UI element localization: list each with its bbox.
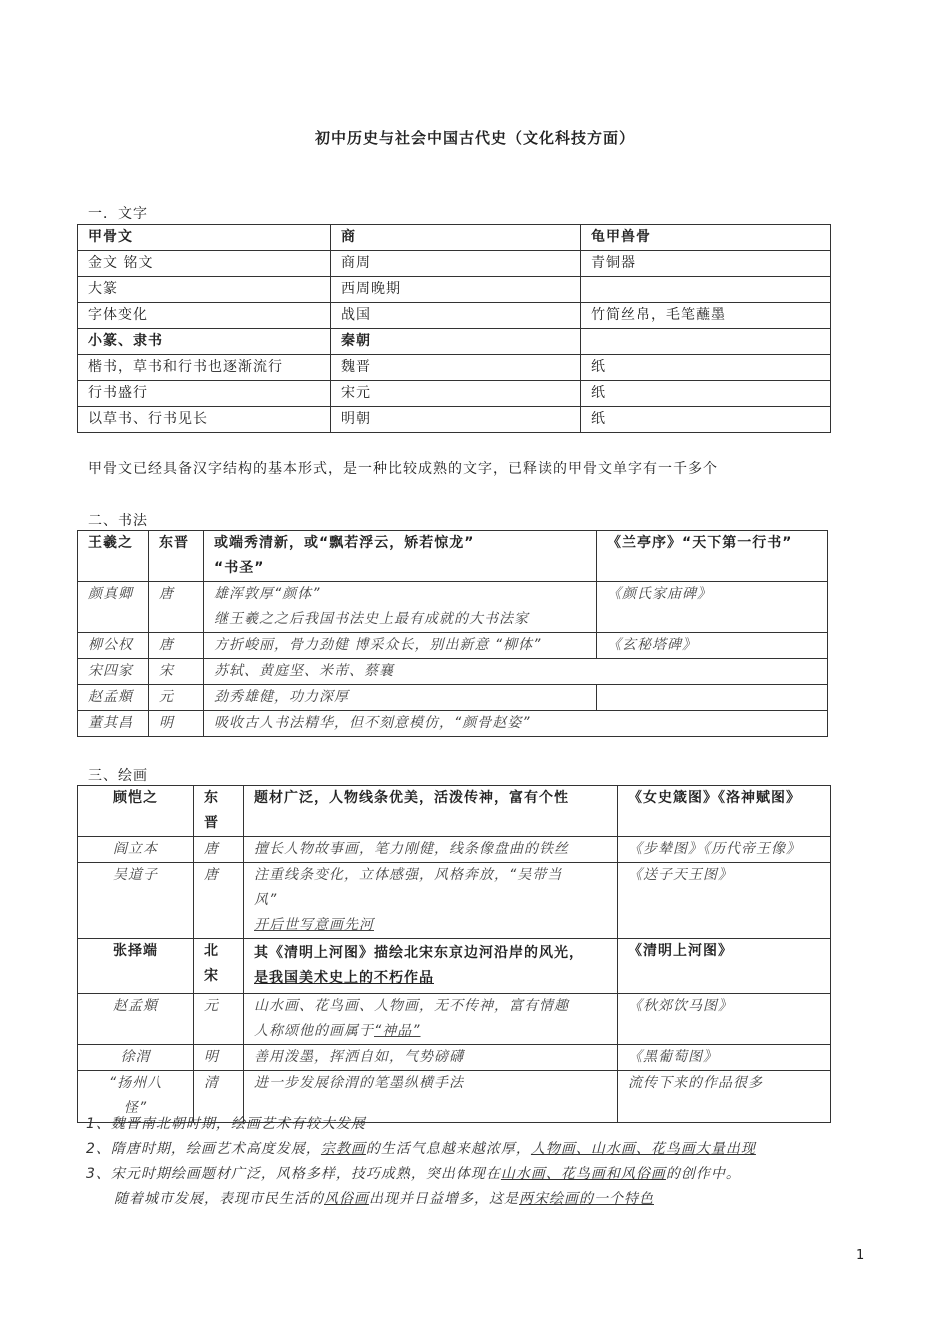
script-period: 秦朝 [331,329,581,355]
painter-work: 流传下来的作品很多 [618,1071,831,1123]
script-medium: 竹简丝帛，毛笔蘸墨 [581,303,831,329]
painter-name: “扬州八 怪” [78,1071,194,1123]
section-heading-writing: 一．文字 [88,206,148,222]
script-type: 行书盛行 [78,381,331,407]
calligrapher-era: 宋 [149,659,204,685]
calligrapher-work: 《颜氏家庙碑》 [597,582,828,633]
calligraphy-table [77,530,828,737]
calligrapher-desc: 劲秀雄健，功力深厚 [204,685,597,711]
painter-desc: 善用泼墨，挥洒自如，气势磅礴 [244,1045,618,1071]
calligrapher-era: 唐 [149,582,204,633]
table-row [78,633,828,659]
table-row [78,837,831,863]
section-heading-calligraphy: 二、书法 [88,513,148,529]
calligrapher-desc: 吸收古人书法精华，但不刻意模仿，“颜骨赵姿” [204,711,828,737]
script-medium: 纸 [581,407,831,433]
note-item: 1、魏晋南北朝时期，绘画艺术有较大发展 [86,1116,366,1132]
script-type: 字体变化 [78,303,331,329]
script-type: 大篆 [78,277,331,303]
calligrapher-work [597,685,828,711]
script-medium [581,277,831,303]
calligrapher-desc: 方折峻丽，骨力劲健 博采众长，别出新意 “柳体” [204,633,597,659]
page-title: 初中历史与社会中国古代史（文化科技方面） [314,129,635,147]
painter-era: 东晋 [194,786,244,837]
calligrapher-era: 明 [149,711,204,737]
calligrapher-era: 东晋 [149,531,204,582]
painter-desc: 山水画、花鸟画、人物画，无不传神，富有情趣 人称颂他的画属于“神品” [244,994,618,1045]
script-type: 甲骨文 [78,225,331,251]
calligrapher-name: 宋四家 [78,659,149,685]
table-row [78,939,831,994]
table-row [78,407,831,433]
painter-era: 清 [194,1071,244,1123]
painter-work: 《黑葡萄图》 [618,1045,831,1071]
painter-work: 《秋郊饮马图》 [618,994,831,1045]
script-medium: 青铜器 [581,251,831,277]
table-row [78,659,828,685]
painting-table [77,785,831,1123]
table-row [78,1045,831,1071]
script-period: 明朝 [331,407,581,433]
writing-table [77,224,831,433]
painter-era: 北宋 [194,939,244,994]
painter-era: 唐 [194,837,244,863]
script-medium: 纸 [581,381,831,407]
table-row [78,355,831,381]
table-row [78,329,831,355]
painter-work: 《女史箴图》《洛神赋图》 [618,786,831,837]
script-medium: 龟甲兽骨 [581,225,831,251]
calligrapher-name: 柳公权 [78,633,149,659]
table-row [78,685,828,711]
table-row [78,711,828,737]
painter-name: 吴道子 [78,863,194,939]
script-period: 战国 [331,303,581,329]
script-type: 以草书、行书见长 [78,407,331,433]
section-heading-painting: 三、绘画 [88,768,148,784]
painter-desc: 擅长人物故事画，笔力刚健，线条像盘曲的铁丝 [244,837,618,863]
painter-era: 元 [194,994,244,1045]
table-row [78,225,831,251]
calligrapher-name: 王羲之 [78,531,149,582]
painter-name: 张择端 [78,939,194,994]
painter-name: 顾恺之 [78,786,194,837]
oracle-bone-note: 甲骨文已经具备汉字结构的基本形式，是一种比较成熟的文字，已释读的甲骨文单字有一千多个 [88,461,718,477]
table-row [78,531,828,582]
table-row [78,863,831,939]
calligrapher-desc: 雄浑敦厚“颜体” 继王羲之之后我国书法史上最有成就的大书法家 [204,582,597,633]
painter-desc: 注重线条变化，立体感强，风格奔放，“吴带当 风” 开后世写意画先河 [244,863,618,939]
calligrapher-name: 赵孟頫 [78,685,149,711]
painter-name: 阎立本 [78,837,194,863]
script-period: 魏晋 [331,355,581,381]
table-row [78,277,831,303]
calligrapher-desc: 或端秀清新，或“飘若浮云，矫若惊龙” “书圣” [204,531,597,582]
script-period: 宋元 [331,381,581,407]
table-row [78,994,831,1045]
script-period: 商 [331,225,581,251]
note-item: 2、隋唐时期，绘画艺术高度发展，宗教画的生活气息越来越浓厚，人物画、山水画、花鸟画大量出现 [86,1141,756,1157]
calligrapher-name: 董其昌 [78,711,149,737]
painter-era: 明 [194,1045,244,1071]
script-type: 金文 铭文 [78,251,331,277]
script-medium: 纸 [581,355,831,381]
calligrapher-era: 元 [149,685,204,711]
page-number: 1 [856,1248,865,1263]
painter-name: 赵孟頫 [78,994,194,1045]
calligrapher-work: 《兰亭序》“天下第一行书” [597,531,828,582]
table-row [78,251,831,277]
painter-desc: 题材广泛，人物线条优美，活泼传神，富有个性 [244,786,618,837]
painter-work: 《送子天王图》 [618,863,831,939]
script-medium [581,329,831,355]
script-type: 楷书，草书和行书也逐渐流行 [78,355,331,381]
note-item: 随着城市发展，表现市民生活的风俗画出现并日益增多，这是两宋绘画的一个特色 [114,1191,654,1207]
painter-era: 唐 [194,863,244,939]
calligrapher-era: 唐 [149,633,204,659]
painter-name: 徐渭 [78,1045,194,1071]
calligrapher-name: 颜真卿 [78,582,149,633]
painter-desc: 其《清明上河图》描绘北宋东京边河沿岸的风光， 是我国美术史上的不朽作品 [244,939,618,994]
table-row [78,786,831,837]
table-row [78,303,831,329]
calligrapher-work: 《玄秘塔碑》 [597,633,828,659]
table-row [78,381,831,407]
note-item: 3、宋元时期绘画题材广泛，风格多样，技巧成熟，突出体现在山水画、花鸟画和风俗画的创作中。 [86,1166,741,1182]
script-period: 商周 [331,251,581,277]
table-row [78,582,828,633]
painter-desc: 进一步发展徐渭的笔墨纵横手法 [244,1071,618,1123]
script-type: 小篆、隶书 [78,329,331,355]
painter-work: 《步辇图》《历代帝王像》 [618,837,831,863]
painter-work: 《清明上河图》 [618,939,831,994]
calligrapher-desc: 苏轼、黄庭坚、米芾、蔡襄 [204,659,828,685]
painting-notes [86,1112,756,1212]
script-period: 西周晚期 [331,277,581,303]
